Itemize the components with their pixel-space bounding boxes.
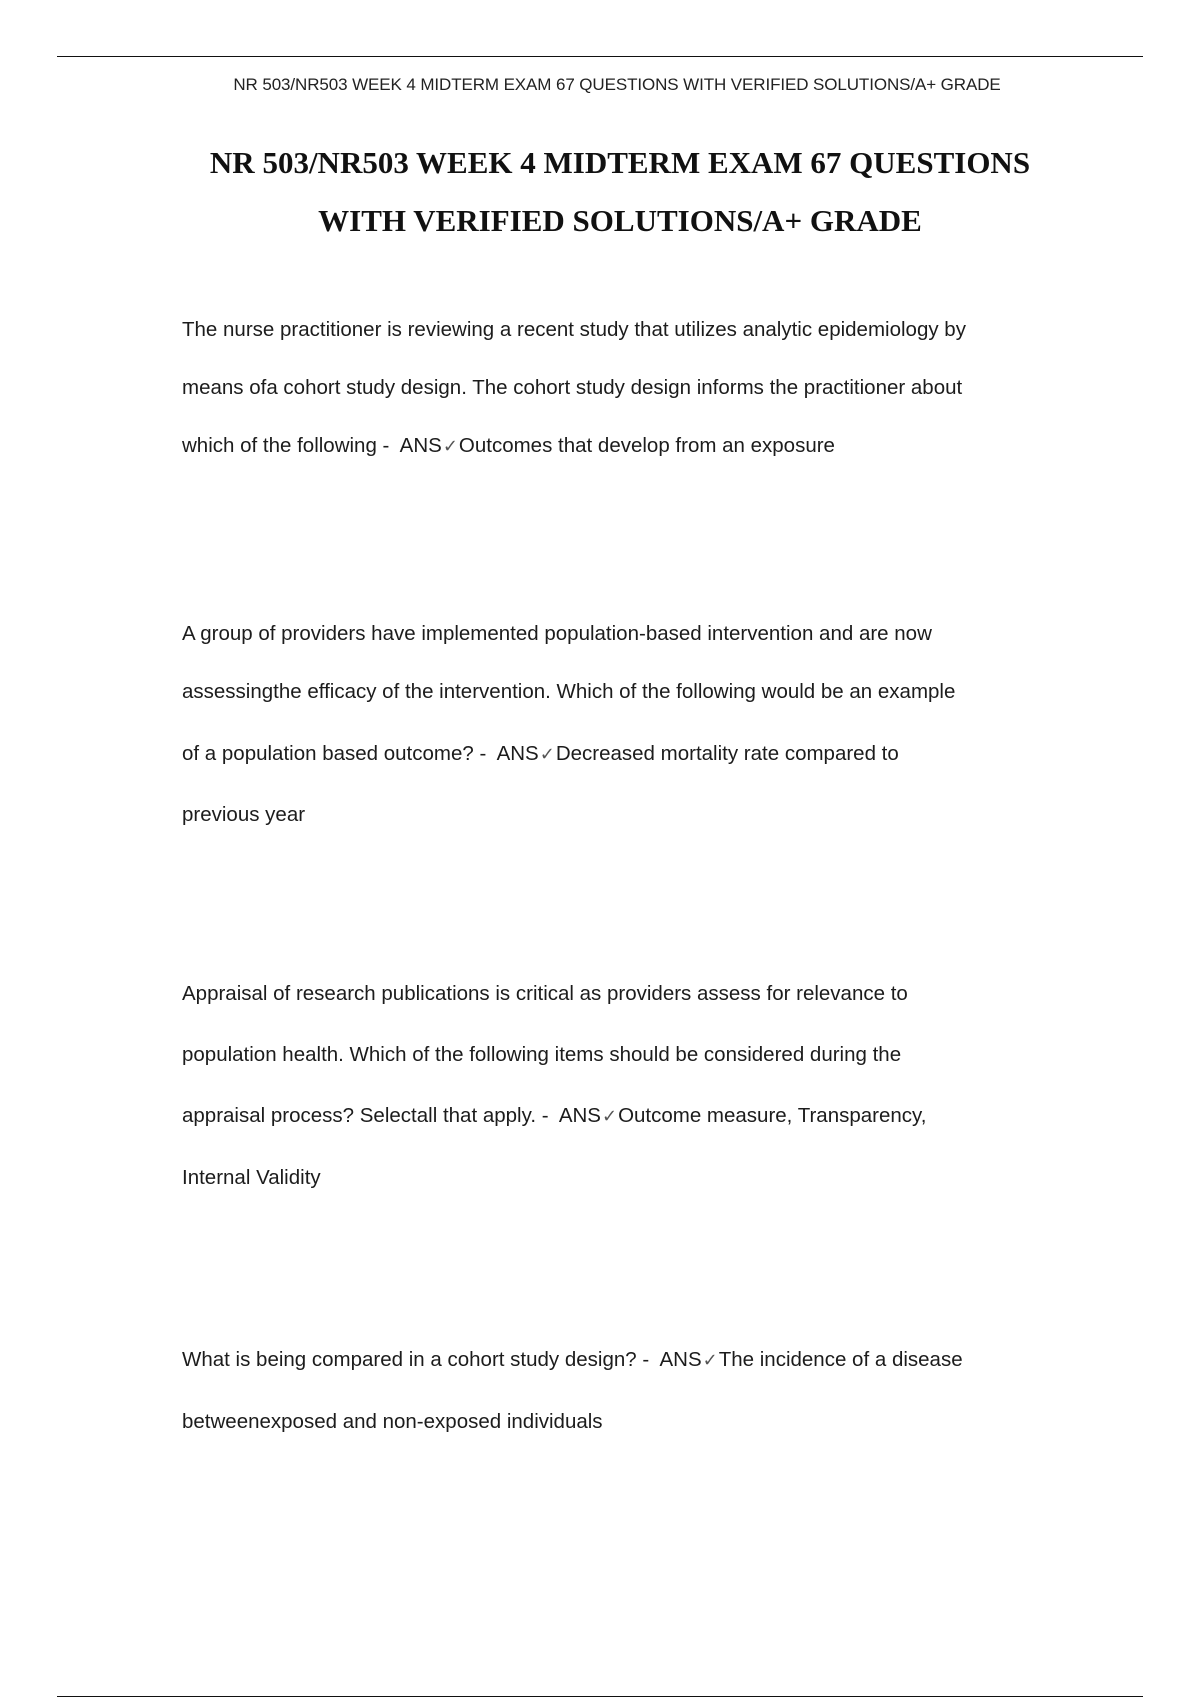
- answer-label: ANS: [659, 1348, 702, 1371]
- question-answer-line: [182, 1104, 926, 1128]
- answer-text: Decreased mortality rate compared to: [555, 742, 899, 765]
- question-line: assessingthe efficacy of the intervention. Which of the following would be an example: [182, 680, 956, 703]
- answer-text: Outcomes that develop from an exposure: [458, 434, 835, 457]
- title-line-1: NR 503/NR503 WEEK 4 MIDTERM EXAM 67 QUESTIONS: [209, 145, 1031, 180]
- answer-continuation: betweenexposed and non-exposed individuals: [182, 1410, 603, 1433]
- checkmark-icon: ✓: [442, 436, 458, 457]
- answer-label: ANS: [558, 1104, 601, 1127]
- question-line: Appraisal of research publications is critical as providers assess for relevance to: [182, 982, 908, 1005]
- answer-label: ANS: [399, 434, 442, 457]
- footer-rule: [57, 1696, 1143, 1697]
- answer-text: Outcome measure, Transparency,: [618, 1104, 927, 1127]
- document-title: [140, 134, 1100, 250]
- answer-continuation: previous year: [182, 803, 306, 826]
- header-rule: [57, 56, 1143, 57]
- running-header: NR 503/NR503 WEEK 4 MIDTERM EXAM 67 QUESTIONS WITH VERIFIED SOLUTIONS/A+ GRADE: [233, 75, 1001, 94]
- question-line: population health. Which of the following items should be considered during the: [182, 1043, 902, 1066]
- checkmark-icon: ✓: [539, 744, 555, 765]
- question-line: which of the following -: [182, 434, 400, 457]
- question-line: A group of providers have implemented population-based intervention and are now: [182, 622, 932, 645]
- question-line: of a population based outcome? -: [182, 742, 497, 765]
- answer-text: The incidence of a disease: [718, 1348, 963, 1371]
- checkmark-icon: ✓: [702, 1350, 718, 1371]
- question-line: What is being compared in a cohort study design? -: [182, 1348, 660, 1371]
- question-line: appraisal process? Selectall that apply. -: [182, 1104, 559, 1127]
- answer-continuation: Internal Validity: [182, 1166, 321, 1189]
- title-line-2: WITH VERIFIED SOLUTIONS/A+ GRADE: [318, 203, 922, 238]
- question-answer-line: [182, 434, 835, 458]
- answer-label: ANS: [496, 742, 539, 765]
- question-answer-line: [182, 1348, 963, 1372]
- question-line: The nurse practitioner is reviewing a recent study that utilizes analytic epidemiology by: [182, 318, 966, 341]
- checkmark-icon: ✓: [601, 1106, 618, 1127]
- question-answer-line: [182, 742, 899, 766]
- question-line: means ofa cohort study design. The cohort study design informs the practitioner about: [182, 376, 963, 399]
